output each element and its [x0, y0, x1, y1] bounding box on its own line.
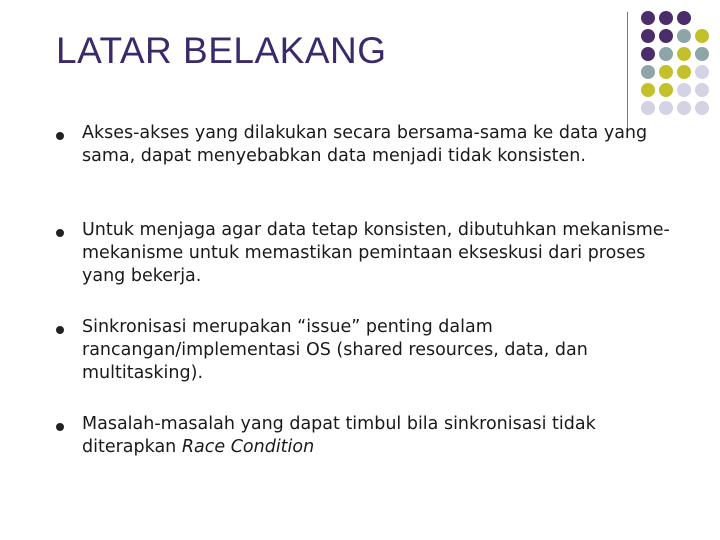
bullet-dot-icon: [56, 423, 64, 431]
decor-dot: [659, 29, 673, 43]
decor-dot: [641, 29, 655, 43]
bullet-dot-icon: [56, 132, 64, 140]
decorative-dot-grid: [0, 0, 720, 140]
decor-dot: [659, 83, 673, 97]
decor-dot: [659, 11, 673, 25]
decor-dot: [677, 83, 691, 97]
decor-dot: [695, 101, 709, 115]
bullet-dot-icon: [56, 326, 64, 334]
decor-dot: [695, 29, 709, 43]
decor-dot: [695, 47, 709, 61]
bullet-text: Sinkronisasi merupakan “issue” penting dalam rancangan/implementasi OS (shared resources, data, dan multitasking).: [82, 317, 588, 383]
emphasis-text: Race Condition: [181, 437, 315, 457]
decor-dot: [641, 11, 655, 25]
bullet-dot-icon: [56, 229, 64, 237]
bullet-text: Akses-akses yang dilakukan secara bersama-sama ke data yang sama, dapat menyebabkan data menjadi tidak konsisten.: [82, 123, 648, 166]
decor-dot: [677, 11, 691, 25]
decor-dot: [641, 83, 655, 97]
decor-dot: [677, 65, 691, 79]
decor-dot: [641, 47, 655, 61]
decor-dot: [677, 47, 691, 61]
decor-dot: [659, 101, 673, 115]
bullet-text: Untuk menjaga agar data tetap konsisten, dibutuhkan mekanisme-mekanisme untuk memastikan pemintaan ekseskusi dari proses yang bekerja.: [82, 220, 670, 286]
bullet-text: Masalah-masalah yang dapat timbul bila sinkronisasi tidak diterapkan: [82, 414, 596, 457]
slide-title: LATAR BELAKANG: [56, 30, 387, 71]
decor-dot: [641, 101, 655, 115]
decor-dot: [641, 65, 655, 79]
decor-dot: [677, 29, 691, 43]
decor-dot: [659, 47, 673, 61]
decor-dot: [695, 83, 709, 97]
decor-dot: [677, 101, 691, 115]
decor-dot: [695, 65, 709, 79]
bullet-text-with-emphasis: [82, 413, 692, 459]
decor-dot: [659, 65, 673, 79]
